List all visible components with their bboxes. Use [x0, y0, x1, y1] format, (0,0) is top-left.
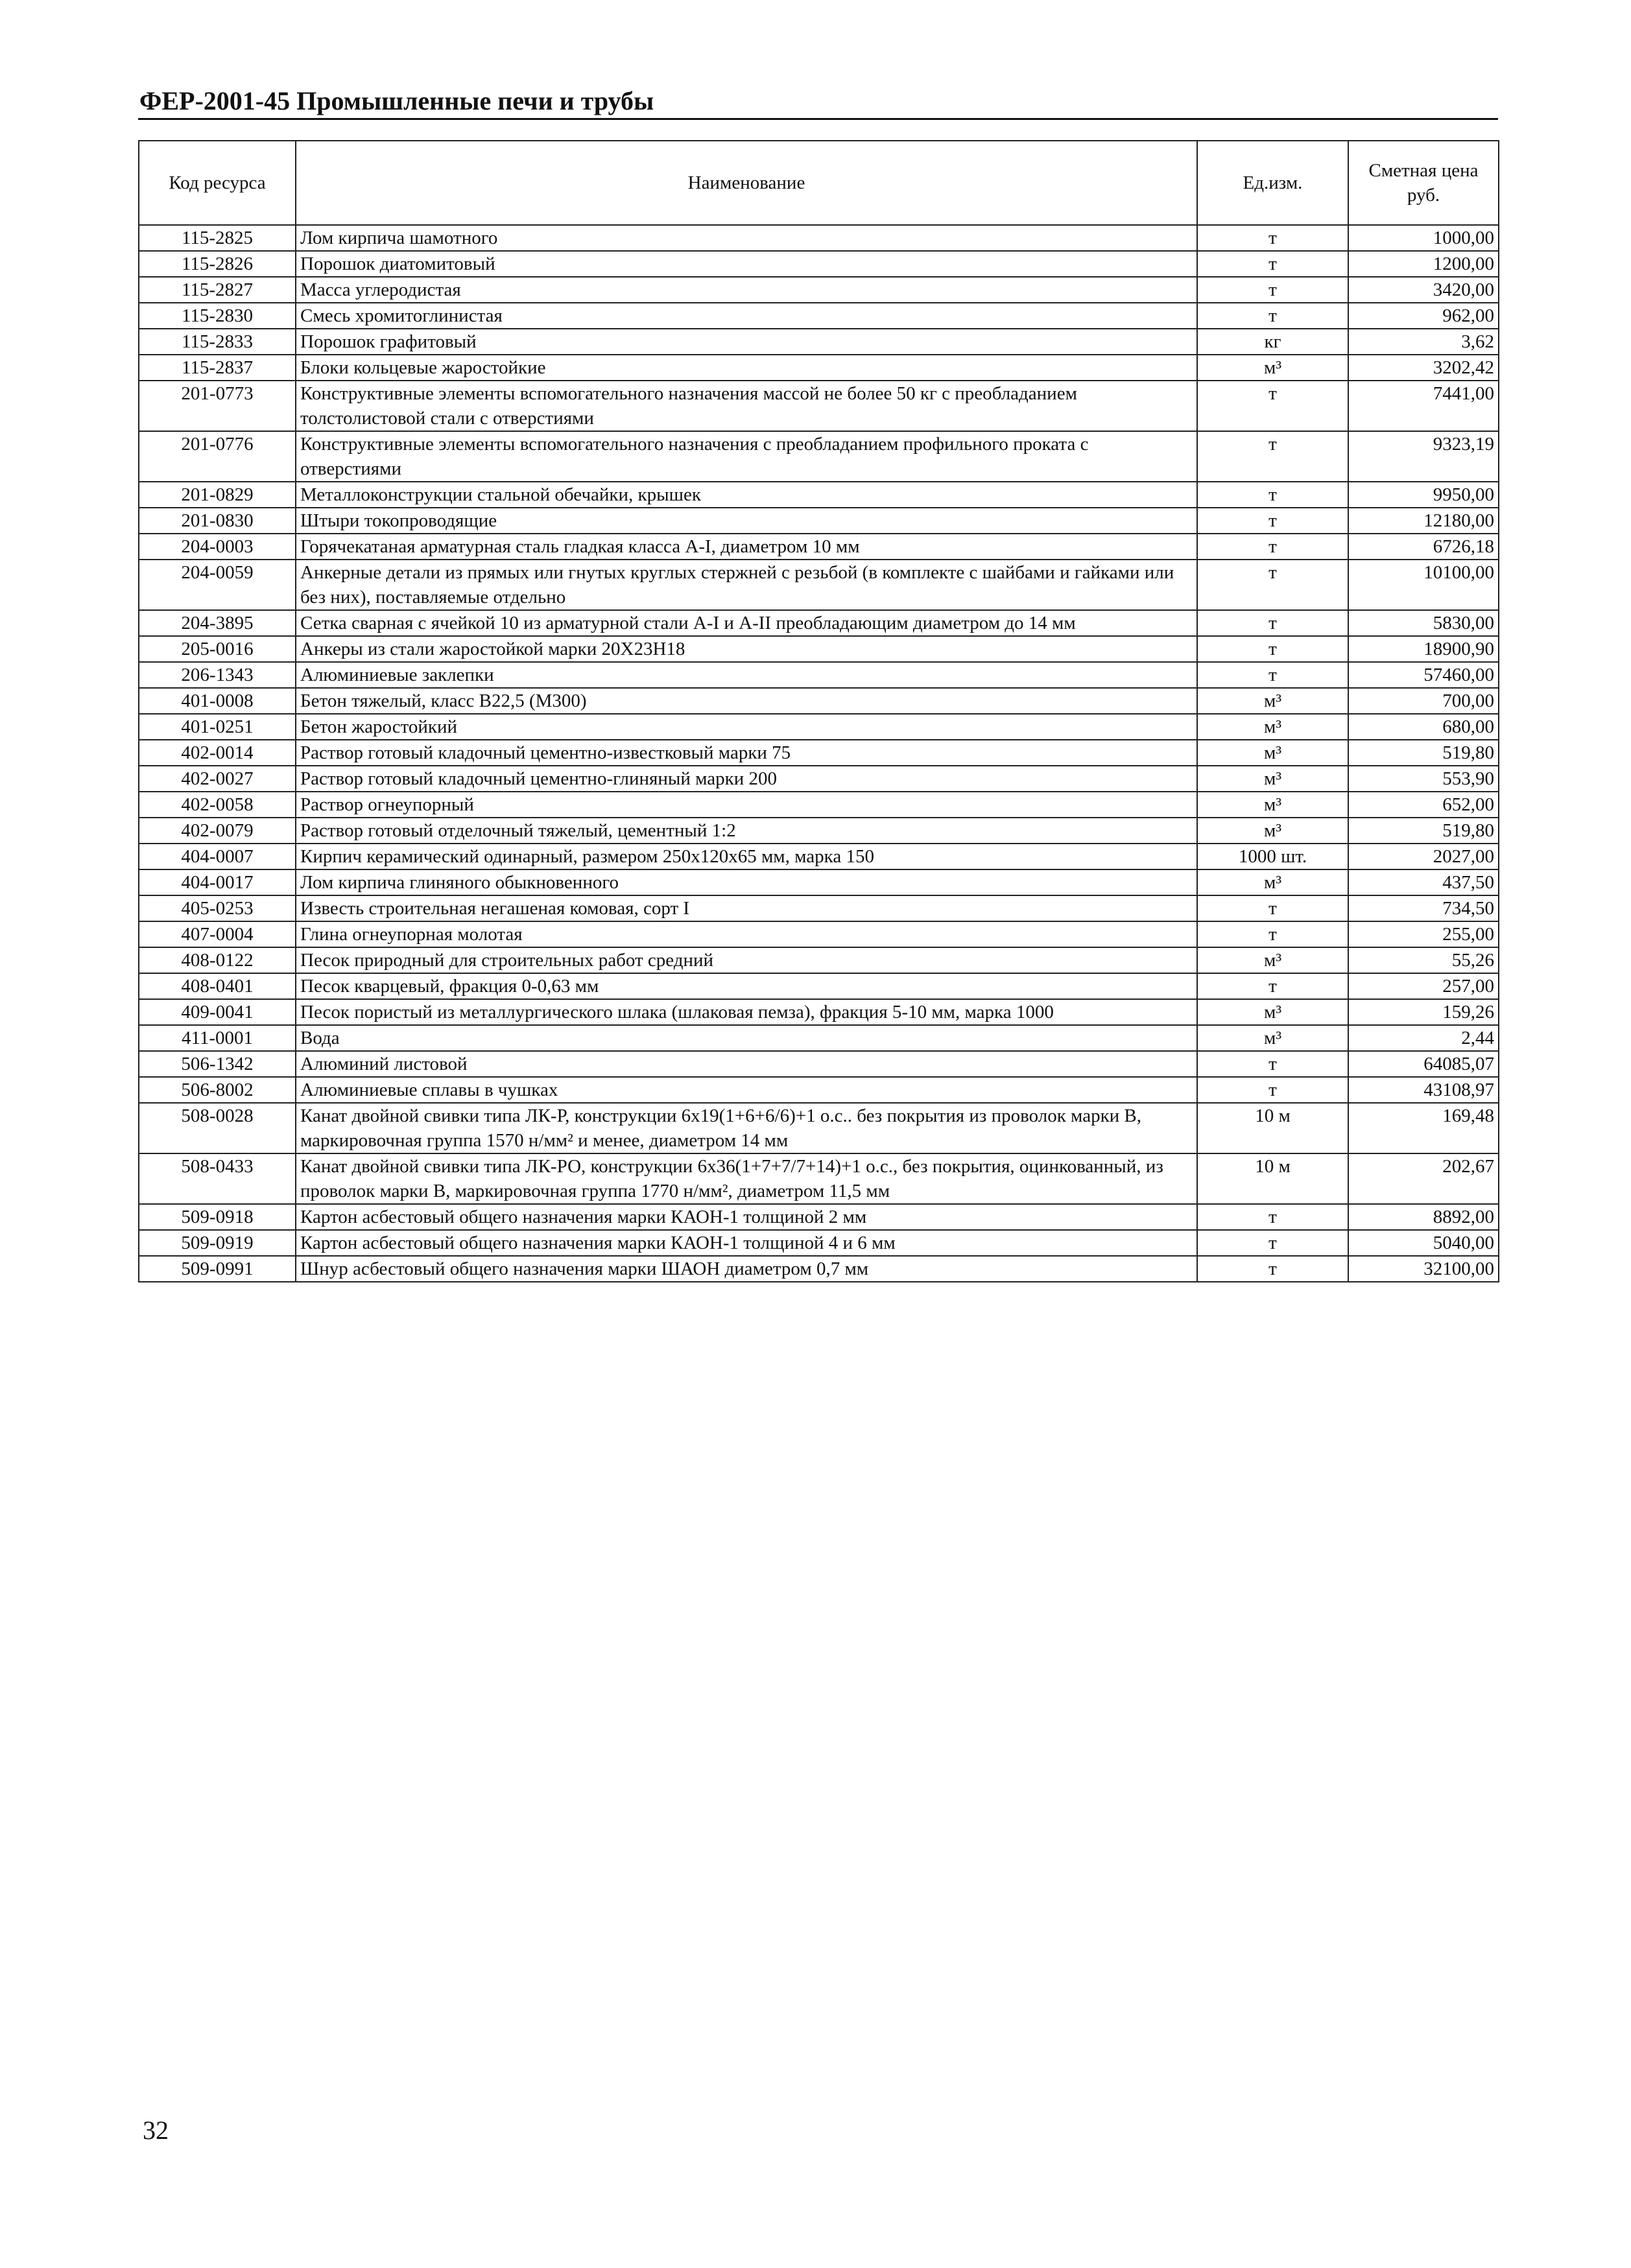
- table-row: [139, 869, 1499, 895]
- cell-code: 506-8002: [139, 1077, 296, 1103]
- table-row: [139, 560, 1499, 610]
- table-row: [139, 508, 1499, 534]
- cell-name: Раствор готовый кладочный цементно-глиняный марки 200: [296, 766, 1197, 792]
- cell-unit: т: [1197, 277, 1348, 303]
- cell-unit: т: [1197, 560, 1348, 610]
- table-row: [139, 1204, 1499, 1230]
- cell-price: 7441,00: [1348, 381, 1499, 431]
- table-row: [139, 303, 1499, 329]
- table-row: [139, 610, 1499, 636]
- cell-unit: т: [1197, 1051, 1348, 1077]
- cell-price: 159,26: [1348, 999, 1499, 1025]
- cell-unit: т: [1197, 973, 1348, 999]
- cell-name: Канат двойной свивки типа ЛК-Р, конструкции 6х19(1+6+6/6)+1 о.с.. без покрытия из проволок марки В, маркировочная группа 1570 н/мм² и менее, диаметром 14 мм: [296, 1103, 1197, 1153]
- cell-unit: т: [1197, 921, 1348, 947]
- cell-name: Бетон тяжелый, класс В22,5 (М300): [296, 688, 1197, 714]
- cell-price: 6726,18: [1348, 534, 1499, 560]
- cell-unit: т: [1197, 225, 1348, 251]
- table-row: [139, 921, 1499, 947]
- cell-price: 3202,42: [1348, 355, 1499, 381]
- cell-name: Штыри токопроводящие: [296, 508, 1197, 534]
- table-row: [139, 251, 1499, 277]
- table-row: [139, 381, 1499, 431]
- table-row: [139, 818, 1499, 844]
- cell-code: 204-0003: [139, 534, 296, 560]
- cell-price: 1000,00: [1348, 225, 1499, 251]
- cell-unit: т: [1197, 610, 1348, 636]
- cell-price: 202,67: [1348, 1153, 1499, 1204]
- cell-name: Алюминиевые заклепки: [296, 662, 1197, 688]
- cell-name: Анкерные детали из прямых или гнутых круглых стержней с резьбой (в комплекте с шайбами и гайками или без них), поставляемые отдельно: [296, 560, 1197, 610]
- cell-unit: м³: [1197, 740, 1348, 766]
- cell-unit: 1000 шт.: [1197, 844, 1348, 869]
- table-row: [139, 844, 1499, 869]
- cell-name: Конструктивные элементы вспомогательного назначения с преобладанием профильного проката с отверстиями: [296, 431, 1197, 482]
- cell-price: 55,26: [1348, 947, 1499, 973]
- table-row: [139, 1153, 1499, 1204]
- cell-unit: т: [1197, 303, 1348, 329]
- cell-unit: кг: [1197, 329, 1348, 355]
- cell-code: 115-2827: [139, 277, 296, 303]
- cell-code: 506-1342: [139, 1051, 296, 1077]
- page-header: [138, 83, 1498, 120]
- cell-price: 1200,00: [1348, 251, 1499, 277]
- cell-price: 8892,00: [1348, 1204, 1499, 1230]
- table-body: [139, 225, 1499, 1282]
- cell-unit: м³: [1197, 818, 1348, 844]
- cell-name: Лом кирпича шамотного: [296, 225, 1197, 251]
- table-row: [139, 895, 1499, 921]
- cell-name: Песок пористый из металлургического шлака (шлаковая пемза), фракция 5-10 мм, марка 1000: [296, 999, 1197, 1025]
- table-row: [139, 714, 1499, 740]
- table-row: [139, 973, 1499, 999]
- cell-unit: т: [1197, 431, 1348, 482]
- cell-name: Блоки кольцевые жаростойкие: [296, 355, 1197, 381]
- cell-name: Металлоконструкции стальной обечайки, крышек: [296, 482, 1197, 508]
- table-row: [139, 688, 1499, 714]
- cell-unit: м³: [1197, 999, 1348, 1025]
- table-row: [139, 636, 1499, 662]
- table-row: [139, 431, 1499, 482]
- cell-name: Раствор готовый кладочный цементно-известковый марки 75: [296, 740, 1197, 766]
- cell-unit: м³: [1197, 947, 1348, 973]
- column-header-code: Код ресурса: [139, 141, 296, 225]
- cell-unit: м³: [1197, 714, 1348, 740]
- cell-code: 201-0773: [139, 381, 296, 431]
- cell-price: 437,50: [1348, 869, 1499, 895]
- cell-code: 404-0017: [139, 869, 296, 895]
- cell-code: 204-3895: [139, 610, 296, 636]
- cell-code: 404-0007: [139, 844, 296, 869]
- cell-name: Картон асбестовый общего назначения марки КАОН-1 толщиной 4 и 6 мм: [296, 1230, 1197, 1256]
- cell-price: 519,80: [1348, 740, 1499, 766]
- cell-unit: т: [1197, 381, 1348, 431]
- cell-name: Горячекатаная арматурная сталь гладкая класса А-I, диаметром 10 мм: [296, 534, 1197, 560]
- table-row: [139, 1256, 1499, 1282]
- cell-unit: т: [1197, 251, 1348, 277]
- cell-price: 9323,19: [1348, 431, 1499, 482]
- cell-code: 408-0401: [139, 973, 296, 999]
- column-header-unit: Ед.изм.: [1197, 141, 1348, 225]
- cell-unit: м³: [1197, 355, 1348, 381]
- table-row: [139, 766, 1499, 792]
- cell-price: 553,90: [1348, 766, 1499, 792]
- cell-price: 43108,97: [1348, 1077, 1499, 1103]
- table-row: [139, 1025, 1499, 1051]
- cell-unit: т: [1197, 1256, 1348, 1282]
- cell-name: Бетон жаростойкий: [296, 714, 1197, 740]
- cell-code: 509-0919: [139, 1230, 296, 1256]
- cell-name: Сетка сварная с ячейкой 10 из арматурной стали А-I и А-II преобладающим диаметром до 14 мм: [296, 610, 1197, 636]
- cell-price: 10100,00: [1348, 560, 1499, 610]
- table-row: [139, 1230, 1499, 1256]
- cell-code: 115-2826: [139, 251, 296, 277]
- table-row: [139, 740, 1499, 766]
- column-header-name: Наименование: [296, 141, 1197, 225]
- cell-name: Глина огнеупорная молотая: [296, 921, 1197, 947]
- table-row: [139, 277, 1499, 303]
- page-title: ФЕР-2001-45 Промышленные печи и трубы: [139, 86, 654, 115]
- cell-name: Кирпич керамический одинарный, размером 250х120х65 мм, марка 150: [296, 844, 1197, 869]
- cell-code: 407-0004: [139, 921, 296, 947]
- cell-price: 64085,07: [1348, 1051, 1499, 1077]
- cell-unit: т: [1197, 482, 1348, 508]
- cell-code: 405-0253: [139, 895, 296, 921]
- cell-price: 12180,00: [1348, 508, 1499, 534]
- cell-code: 508-0028: [139, 1103, 296, 1153]
- table-row: [139, 1051, 1499, 1077]
- table-row: [139, 999, 1499, 1025]
- cell-name: Картон асбестовый общего назначения марки КАОН-1 толщиной 2 мм: [296, 1204, 1197, 1230]
- table-row: [139, 1103, 1499, 1153]
- cell-unit: т: [1197, 895, 1348, 921]
- cell-code: 115-2837: [139, 355, 296, 381]
- cell-unit: т: [1197, 534, 1348, 560]
- table-row: [139, 482, 1499, 508]
- cell-price: 652,00: [1348, 792, 1499, 818]
- cell-name: Раствор готовый отделочный тяжелый, цементный 1:2: [296, 818, 1197, 844]
- cell-price: 255,00: [1348, 921, 1499, 947]
- cell-code: 509-0991: [139, 1256, 296, 1282]
- cell-name: Канат двойной свивки типа ЛК-РО, конструкции 6х36(1+7+7/7+14)+1 о.с., без покрытия, оцинкованный, из проволок марки В, маркировочная группа 1770 н/мм², диаметром 11,5 мм: [296, 1153, 1197, 1204]
- cell-price: 169,48: [1348, 1103, 1499, 1153]
- cell-code: 411-0001: [139, 1025, 296, 1051]
- cell-price: 257,00: [1348, 973, 1499, 999]
- cell-unit: т: [1197, 508, 1348, 534]
- cell-price: 2027,00: [1348, 844, 1499, 869]
- cell-unit: т: [1197, 662, 1348, 688]
- cell-code: 402-0079: [139, 818, 296, 844]
- table-row: [139, 662, 1499, 688]
- cell-code: 201-0776: [139, 431, 296, 482]
- cell-name: Конструктивные элементы вспомогательного назначения массой не более 50 кг с преобладанием толстолистовой стали с отверстиями: [296, 381, 1197, 431]
- cell-code: 402-0014: [139, 740, 296, 766]
- cell-unit: т: [1197, 636, 1348, 662]
- cell-code: 509-0918: [139, 1204, 296, 1230]
- cell-price: 734,50: [1348, 895, 1499, 921]
- cell-name: Алюминиевые сплавы в чушках: [296, 1077, 1197, 1103]
- column-header-price: Сметная цена руб.: [1348, 141, 1499, 225]
- cell-price: 18900,90: [1348, 636, 1499, 662]
- table-row: [139, 534, 1499, 560]
- cell-code: 409-0041: [139, 999, 296, 1025]
- cell-unit: т: [1197, 1230, 1348, 1256]
- cell-price: 3420,00: [1348, 277, 1499, 303]
- cell-price: 2,44: [1348, 1025, 1499, 1051]
- cell-code: 204-0059: [139, 560, 296, 610]
- cell-name: Лом кирпича глиняного обыкновенного: [296, 869, 1197, 895]
- table-header-row: [139, 141, 1499, 225]
- cell-code: 115-2825: [139, 225, 296, 251]
- cell-code: 206-1343: [139, 662, 296, 688]
- cell-unit: м³: [1197, 688, 1348, 714]
- cell-price: 519,80: [1348, 818, 1499, 844]
- table-row: [139, 792, 1499, 818]
- cell-name: Песок природный для строительных работ средний: [296, 947, 1197, 973]
- cell-name: Алюминий листовой: [296, 1051, 1197, 1077]
- cell-name: Вода: [296, 1025, 1197, 1051]
- table-row: [139, 947, 1499, 973]
- cell-unit: т: [1197, 1204, 1348, 1230]
- cell-unit: м³: [1197, 1025, 1348, 1051]
- cell-name: Смесь хромитоглинистая: [296, 303, 1197, 329]
- cell-name: Известь строительная негашеная комовая, сорт I: [296, 895, 1197, 921]
- cell-code: 402-0027: [139, 766, 296, 792]
- resource-table: [138, 140, 1499, 1282]
- cell-unit: 10 м: [1197, 1153, 1348, 1204]
- cell-code: 115-2830: [139, 303, 296, 329]
- cell-code: 401-0251: [139, 714, 296, 740]
- table-row: [139, 225, 1499, 251]
- cell-price: 57460,00: [1348, 662, 1499, 688]
- cell-code: 402-0058: [139, 792, 296, 818]
- cell-unit: м³: [1197, 766, 1348, 792]
- cell-price: 700,00: [1348, 688, 1499, 714]
- cell-name: Масса углеродистая: [296, 277, 1197, 303]
- cell-unit: т: [1197, 1077, 1348, 1103]
- cell-price: 3,62: [1348, 329, 1499, 355]
- cell-code: 115-2833: [139, 329, 296, 355]
- cell-price: 32100,00: [1348, 1256, 1499, 1282]
- cell-name: Песок кварцевый, фракция 0-0,63 мм: [296, 973, 1197, 999]
- cell-code: 408-0122: [139, 947, 296, 973]
- cell-unit: м³: [1197, 869, 1348, 895]
- cell-price: 5040,00: [1348, 1230, 1499, 1256]
- cell-unit: 10 м: [1197, 1103, 1348, 1153]
- table-row: [139, 1077, 1499, 1103]
- cell-name: Порошок диатомитовый: [296, 251, 1197, 277]
- cell-code: 205-0016: [139, 636, 296, 662]
- cell-name: Анкеры из стали жаростойкой марки 20Х23Н18: [296, 636, 1197, 662]
- page-number: 32: [143, 2116, 169, 2145]
- cell-unit: м³: [1197, 792, 1348, 818]
- table-row: [139, 329, 1499, 355]
- cell-name: Раствор огнеупорный: [296, 792, 1197, 818]
- table-row: [139, 355, 1499, 381]
- cell-price: 680,00: [1348, 714, 1499, 740]
- cell-price: 5830,00: [1348, 610, 1499, 636]
- cell-name: Шнур асбестовый общего назначения марки ШАОН диаметром 0,7 мм: [296, 1256, 1197, 1282]
- cell-name: Порошок графитовый: [296, 329, 1197, 355]
- cell-price: 9950,00: [1348, 482, 1499, 508]
- cell-price: 962,00: [1348, 303, 1499, 329]
- cell-code: 201-0830: [139, 508, 296, 534]
- cell-code: 401-0008: [139, 688, 296, 714]
- cell-code: 201-0829: [139, 482, 296, 508]
- cell-code: 508-0433: [139, 1153, 296, 1204]
